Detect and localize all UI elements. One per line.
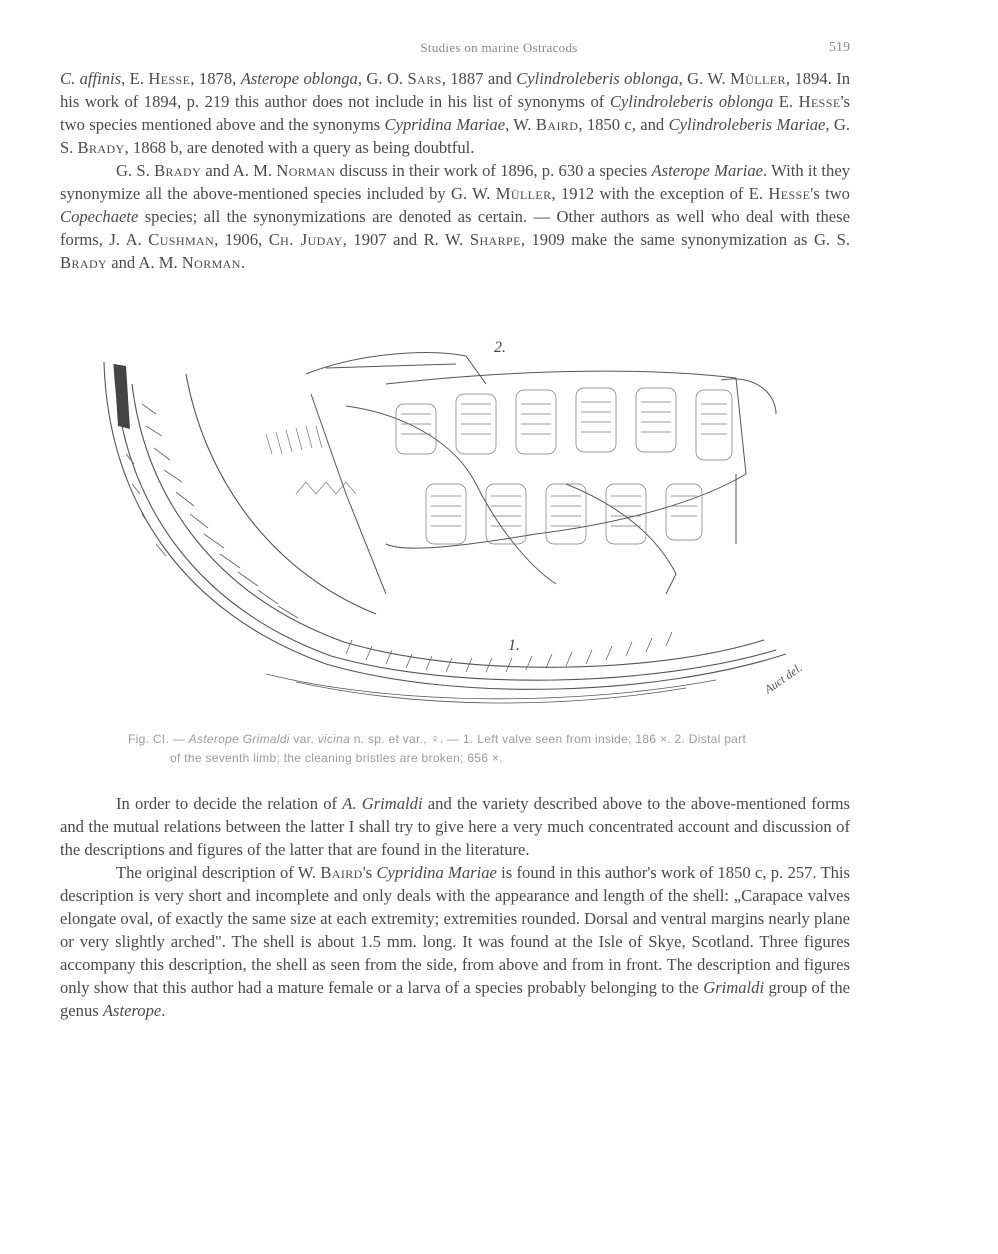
genus-name: Copechaete (60, 207, 139, 226)
text-block-top (60, 67, 850, 274)
text-run: , 1894. In his work of 1894, p. 219 this author does not include in his list of synonyms of (60, 69, 851, 111)
figure-illustration (96, 334, 866, 724)
author-name: Brady (60, 253, 108, 272)
caption-run: var. (289, 732, 318, 746)
paragraph-relation (60, 792, 850, 861)
text-run: group of the genus (60, 978, 850, 1020)
species-name: Cylindroleberis oblonga (609, 92, 774, 111)
text-block-bottom (60, 792, 850, 1022)
artist-signature: Auct del. (761, 660, 805, 697)
text-run: , G. W. (678, 69, 731, 88)
author-name: Baird (535, 115, 579, 134)
text-run: 's two (810, 184, 850, 203)
text-run: and A. M. (107, 253, 182, 272)
text-run: . (161, 1001, 166, 1020)
author-name: Müller (730, 69, 786, 88)
text-run: G. S. (116, 161, 155, 180)
text-run: , 1909 make the same synonymization as G. S. (520, 230, 850, 249)
species-name: Cylindroleberis oblonga (516, 69, 679, 88)
text-run: , 1906, (214, 230, 269, 249)
text-run: , 1912 with the exception of E. (551, 184, 769, 203)
text-run: , G. O. (357, 69, 408, 88)
species-name: Cylindroleberis Mariae (668, 115, 826, 134)
author-name: Hesse (768, 184, 811, 203)
caption-line-1 (128, 730, 866, 749)
author-name: Müller (495, 184, 552, 203)
paragraph-baird-description (60, 861, 850, 1022)
author-name: Cushman (148, 230, 215, 249)
figure-caption (128, 730, 866, 768)
paragraph-brady-norman (60, 159, 850, 274)
text-run: , 1878, (190, 69, 241, 88)
limb-drawing (306, 353, 776, 594)
text-run: E. (773, 92, 799, 111)
text-run: , G. S. (60, 115, 851, 157)
text-run: 's (362, 863, 377, 882)
author-name: Baird (320, 863, 363, 882)
paragraph-synonyms (60, 67, 850, 159)
figure-label-1: 1. (508, 637, 520, 654)
text-run: , 1850 c, and (578, 115, 669, 134)
text-run: , 1887 and (441, 69, 517, 88)
figure-label-2: 2. (494, 339, 506, 356)
valve-hatching (114, 364, 130, 429)
text-run: , W. (505, 115, 536, 134)
species-name: A. Grimaldi (342, 794, 423, 813)
caption-line-2: of the seventh limb; the cleaning bristles are broken; 656 ×. (170, 751, 503, 765)
author-name: Brady (154, 161, 202, 180)
text-run: . With it they synonymize all the above-mentioned species included by G. W. (60, 161, 850, 203)
author-name: Ch. Juday (268, 230, 343, 249)
caption-species: Asterope Grimaldi (188, 732, 290, 746)
text-run: , 1868 b, are denoted with a query as being doubtful. (124, 138, 475, 157)
text-run: , E. (121, 69, 149, 88)
text-run: species; all the synonymizations are denoted as certain. — Other authors as well who deal with these forms, J. A. (60, 207, 850, 249)
species-name: Grimaldi (703, 978, 765, 997)
caption-run: n. sp. et var., ♀. — 1. Left valve seen from inside; 186 ×. 2. Distal part (350, 732, 747, 746)
caption-variety: vicina (317, 732, 351, 746)
text-run: discuss in their work of 1896, p. 630 a species (335, 161, 652, 180)
text-run: 's two species mentioned above and the synonyms (60, 92, 851, 134)
text-run: and the variety described above to the above-mentioned forms and the mutual relations between the latter I shall try to give here a very much concentrated account and discussion of the descriptions and figures of the latter that are found in the literature. (60, 794, 850, 859)
text-run: , 1907 and R. W. (342, 230, 470, 249)
author-name: Hesse (148, 69, 191, 88)
species-name: Asterope oblonga (240, 69, 358, 88)
species-name: Cypridina Mariae (384, 115, 506, 134)
author-name: Norman (181, 253, 241, 272)
author-name: Hesse (798, 92, 841, 111)
species-name: Cypridina Mariae (376, 863, 497, 882)
text-run: . (240, 253, 245, 272)
text-run: The original description of W. (116, 863, 321, 882)
page-header (0, 38, 998, 58)
text-run: In order to decide the relation of (116, 794, 343, 813)
author-name: Sars (407, 69, 442, 88)
valve-outline (104, 362, 786, 703)
author-name: Brady (77, 138, 125, 157)
caption-run: Fig. CI. — (128, 732, 189, 746)
text-run: and A. M. (201, 161, 277, 180)
text-run: is found in this author's work of 1850 c, p. 257. This description is very short and incomplete and only deals with the appearance and length of the shell: „Carapace valves elongate oval, of exactly the same size at each extremity; extremities rounded. Dorsal and ventral margins nearly plane or very slightly arched". The shell is about 1.5 mm. long. It was found at the Isle of Skye, Scotland. Three figures accompany this description, the shell as seen from the side, from above and from in front. The description and figures only show that this author had a mature female or a larva of a species probably belonging to the (60, 863, 850, 997)
author-name: Sharpe (469, 230, 521, 249)
figure-ostracod-drawing (96, 334, 866, 724)
genus-name: Asterope (102, 1001, 162, 1020)
page-number: 519 (829, 40, 850, 55)
species-name: C. affinis (60, 69, 122, 88)
author-name: Norman (276, 161, 336, 180)
running-title: Studies on marine Ostracods (420, 40, 578, 55)
species-name: Asterope Mariae (651, 161, 764, 180)
